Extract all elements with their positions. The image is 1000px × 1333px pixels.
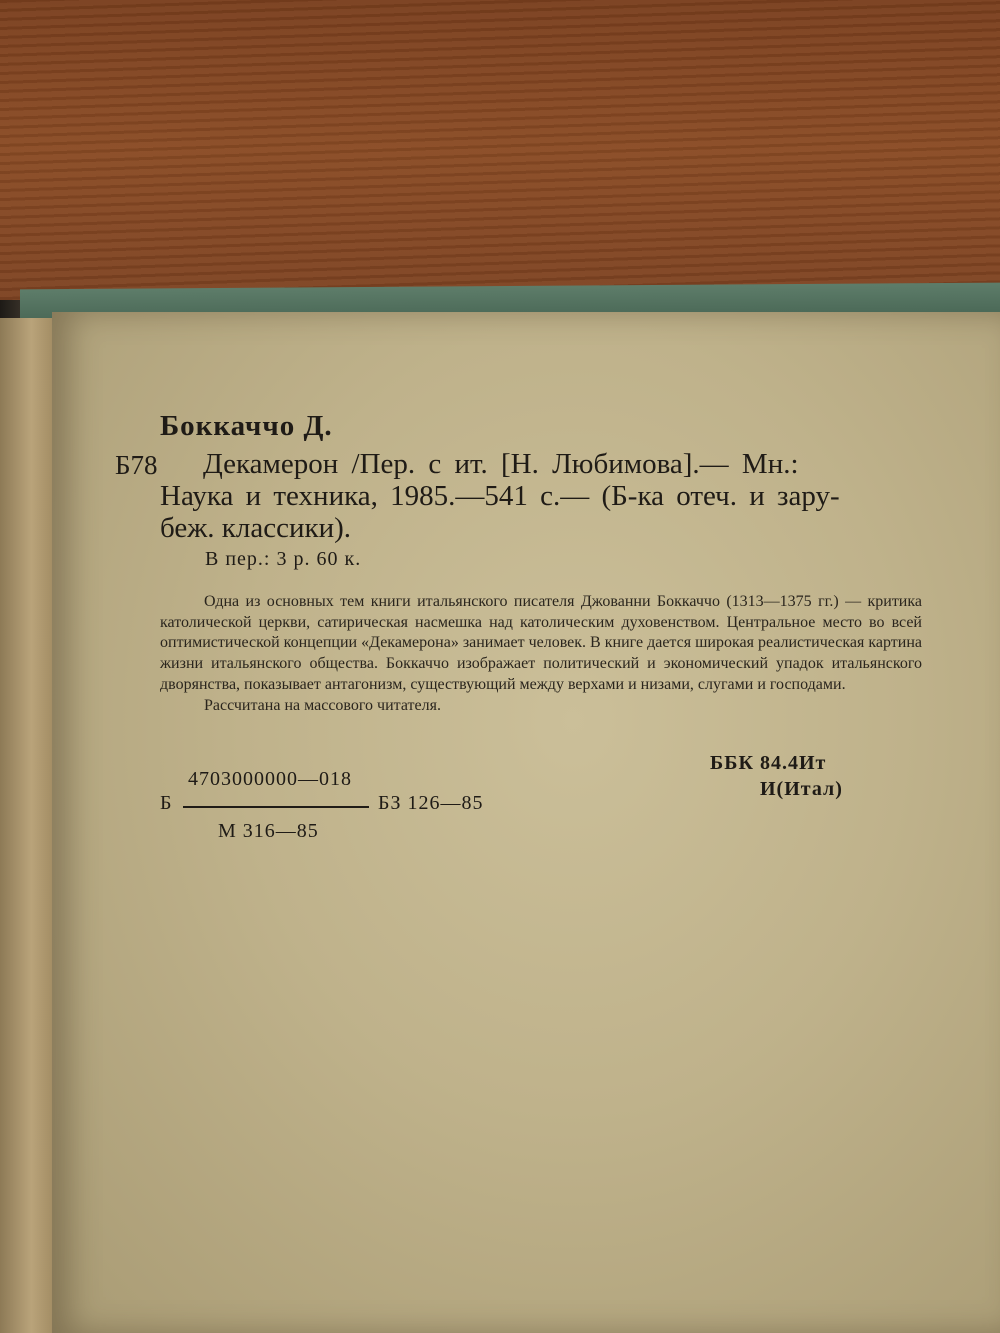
annotation-text: Одна из основных тем книги итальянского писателя Джованни Боккаччо (1313—1375 гг.) — критика католической церкви, сатирическая насмешка над католическим духовенством. Центральное место во всей оптимистической концепции «Декамерона» занимает человек. В книге дается широкая реалистическая картина жизни итальянского общества. Боккаччо изображает политический и экономический упадок итальянского дворянства, показывает антагонизм, существующий между верхами и низами, слугами и господами. bbox=[160, 593, 922, 693]
m-code: М 316—85 bbox=[218, 820, 319, 842]
left-page-edge bbox=[0, 318, 52, 1333]
annotation bbox=[160, 592, 922, 716]
price-line: В пер.: 3 р. 60 к. bbox=[205, 548, 362, 570]
title-line: Декамерон /Пер. с ит. [Н. Любимова].— Мн.: bbox=[203, 448, 799, 480]
bbk-sub-code: И(Итал) bbox=[760, 778, 843, 800]
author-name: Боккаччо Д. bbox=[160, 410, 333, 442]
isbn-code: 4703000000—018 bbox=[188, 768, 352, 790]
publisher-line: Наука и техника, 1985.—541 с.— (Б-ка отеч. и зару- bbox=[160, 480, 840, 512]
fraction-rule bbox=[183, 806, 369, 808]
bbk-code: ББК 84.4Ит bbox=[710, 752, 827, 774]
b-letter: Б bbox=[160, 792, 172, 814]
bz-code: БЗ 126—85 bbox=[378, 792, 484, 814]
wooden-table-surface bbox=[0, 0, 1000, 330]
audience-text: Рассчитана на массового читателя. bbox=[204, 696, 441, 714]
series-line: беж. классики). bbox=[160, 512, 351, 544]
author-code: Б78 bbox=[115, 450, 158, 480]
